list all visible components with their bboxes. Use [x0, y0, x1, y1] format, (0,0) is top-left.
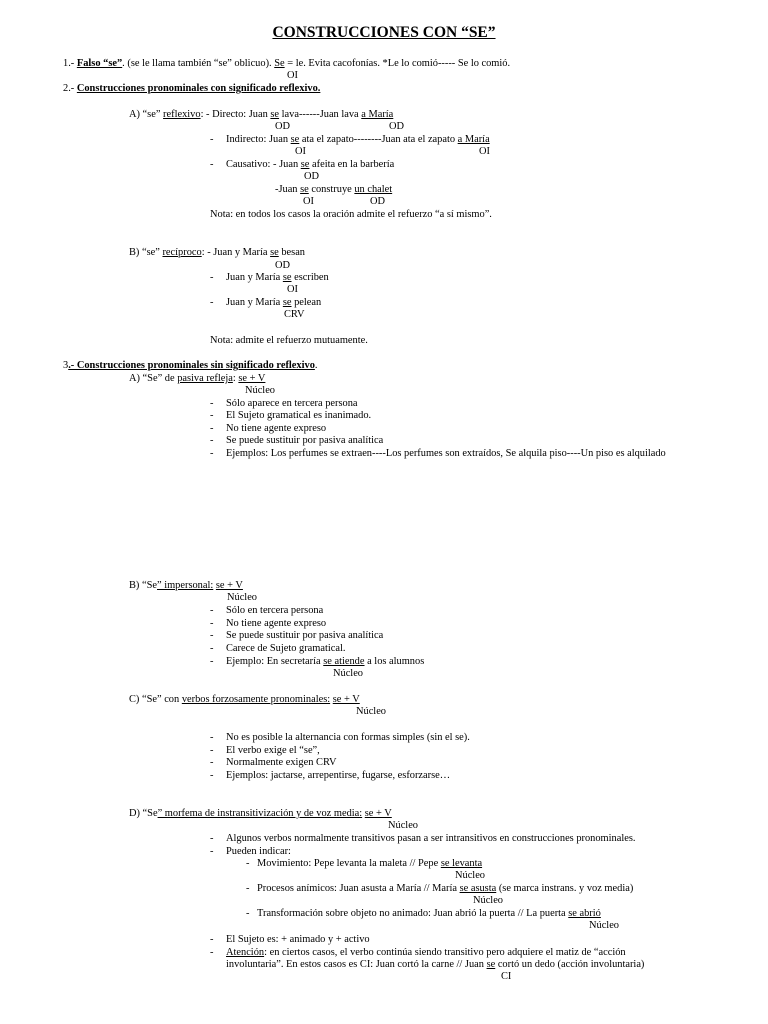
formula: se + V: [332, 694, 360, 705]
term-impersonal: ” impersonal:: [157, 580, 214, 591]
list-item: Se puede sustituir por pasiva analítica: [226, 630, 384, 642]
object-phrase: a María: [457, 134, 490, 145]
object-phrase: a María: [361, 109, 394, 120]
list-item: Ejemplos: Los perfumes se extraen----Los perfumes son extraídos, Se alquila piso----Un piso es alquilado: [226, 447, 666, 459]
se-word: se: [282, 272, 292, 283]
reciprocal-line: B) “se” recíproco: - Juan y María se besan: [129, 247, 306, 258]
function-label-ci: CI: [501, 971, 512, 982]
list-dash: -: [210, 159, 214, 170]
list-dash: -: [210, 757, 214, 769]
list-dash: -: [210, 297, 214, 308]
section-heading: Falso “se”: [76, 58, 123, 69]
verb-phrase: se levanta: [440, 858, 483, 869]
term-verbos-pronominales: verbos forzosamente pronominales:: [181, 694, 331, 705]
se-word: se: [290, 134, 300, 145]
atencion-line: Atención: en ciertos casos, el verbo continúa siendo transitivo pero adquiere el matiz de “acción: [226, 947, 626, 958]
list-item: No tiene agente expreso: [226, 617, 327, 629]
se-word: se: [300, 159, 310, 170]
document-title: CONSTRUCCIONES CON “SE”: [272, 24, 496, 41]
sub-dash: -: [246, 858, 250, 869]
nucleo-label: Núcleo: [227, 592, 258, 603]
function-label-crv: CRV: [284, 309, 305, 320]
list-dash: -: [210, 435, 214, 447]
impersonal-line: B) “Se” impersonal: se + V: [129, 580, 243, 591]
reflexive-line: A) “se” reflexivo: - Directo: Juan se lava------Juan lava a María: [129, 109, 394, 120]
list-dash: -: [210, 272, 214, 283]
function-label-oi: OI: [295, 146, 306, 157]
section-3-heading: 3.- Construcciones pronominales sin significado reflexivo.: [63, 360, 318, 371]
nucleo-label: Núcleo: [245, 385, 276, 396]
list-item: Algunos verbos normalmente transitivos pasan a ser intransitivos en construcciones pronominales.: [226, 833, 636, 844]
se-word: se: [300, 184, 309, 195]
term-pasiva-refleja: pasiva refleja: [177, 373, 233, 384]
note: Nota: en todos los casos la oración admite el refuerzo “a sí mismo”.: [210, 209, 492, 220]
atencion-line-2: involuntaria”. En estos casos es CI: Juan cortó la carne // Juan se cortó un dedo (acción involuntaria): [226, 959, 645, 970]
voz-media-line: D) “Se” morfema de instransitivización y de voz media: se + V: [129, 808, 392, 819]
forzosamente-pronominales-line: C) “Se” con verbos forzosamente pronominales: se + V: [129, 694, 360, 705]
formula: se + V: [364, 808, 392, 819]
list-item: Pueden indicar:: [226, 846, 291, 857]
se-word: se: [486, 959, 496, 970]
list-dash: -: [210, 732, 214, 743]
section-heading: .- Construcciones pronominales sin significado reflexivo: [68, 360, 315, 371]
list-dash: -: [210, 422, 214, 434]
text: . (se le llama también “se” oblicuo).: [122, 58, 275, 69]
transformacion-line: Transformación sobre objeto no animado: Juan abrió la puerta // La puerta se abrió: [257, 908, 601, 919]
procesos-line: Procesos anímicos: Juan asusta a María // María se asusta (se marca instrans. y voz media): [257, 883, 634, 894]
sub-dash: -: [246, 908, 250, 919]
formula: se + V: [238, 373, 266, 384]
list-dash: -: [210, 833, 214, 844]
formula: se + V: [215, 580, 243, 591]
list-dash: -: [210, 630, 214, 642]
se-word: se: [270, 109, 280, 120]
nucleo-label: Núcleo: [356, 706, 387, 717]
term-voz-media: ” morfema de instransitivización y de voz media:: [157, 808, 363, 819]
list-dash: -: [210, 642, 214, 654]
function-label-oi: OI: [287, 284, 298, 295]
list-dash: -: [210, 134, 214, 145]
function-label-oi: OI: [287, 70, 298, 81]
section-number: 2.-: [63, 83, 77, 94]
list-item: Carece de Sujeto gramatical.: [226, 642, 346, 654]
list-dash: -: [210, 846, 214, 857]
function-label-od: OD: [370, 196, 386, 207]
list-dash: -: [210, 744, 214, 756]
list-dash: -: [210, 605, 214, 616]
verb-phrase: se asusta: [459, 883, 497, 894]
section-1-line: [63, 58, 510, 70]
indirect-line: Indirecto: Juan se ata el zapato--------Juan ata el zapato a María: [226, 134, 490, 145]
se-word: se: [270, 247, 279, 258]
function-label-oi: OI: [303, 196, 314, 207]
causative-line-2: -Juan se construye un chalet: [275, 184, 393, 195]
nucleo-label: Núcleo: [473, 895, 504, 906]
function-label-od: OD: [275, 121, 291, 132]
list-dash: -: [210, 410, 214, 422]
function-label-od: OD: [304, 171, 320, 182]
list-item: El verbo exige el “se”,: [226, 744, 320, 756]
list-dash: -: [210, 398, 214, 409]
list-dash: -: [210, 656, 214, 667]
term-atencion: Atención: [226, 947, 265, 958]
example-line: Ejemplo: En secretaría se atiende a los alumnos: [226, 656, 425, 667]
nucleo-label: Núcleo: [455, 870, 486, 881]
example-line: Juan y María se pelean: [226, 297, 322, 308]
list-dash: -: [210, 447, 214, 459]
function-label-od: OD: [389, 121, 405, 132]
list-item: Sólo aparece en tercera persona: [226, 398, 358, 409]
pasiva-refleja-line: A) “Se” de pasiva refleja: se + V: [129, 373, 266, 384]
nucleo-label: Núcleo: [333, 668, 364, 679]
sub-dash: -: [246, 883, 250, 894]
function-label-oi: OI: [479, 146, 490, 157]
verb-phrase: se atiende: [323, 656, 365, 667]
se-word: Se: [274, 58, 285, 69]
section-number: 1.-: [63, 58, 77, 69]
list-item: Se puede sustituir por pasiva analítica: [226, 435, 384, 447]
note: Nota: admite el refuerzo mutuamente.: [210, 335, 368, 346]
movimiento-line: Movimiento: Pepe levanta la maleta // Pepe se levanta: [257, 858, 483, 869]
text: = le. Evita cacofonías. *Le lo comió----- Se lo comió.: [284, 58, 511, 69]
nucleo-label: Núcleo: [388, 820, 419, 831]
list-dash: -: [210, 617, 214, 629]
verb-phrase: se abrió: [568, 908, 601, 919]
list-item: Normalmente exigen CRV: [226, 757, 337, 769]
list-item: El Sujeto es: + animado y + activo: [226, 934, 370, 945]
list-item: No tiene agente expreso: [226, 422, 327, 434]
list-dash: -: [210, 934, 214, 945]
example-line: Juan y María se escriben: [226, 272, 329, 283]
list-dash: -: [210, 947, 214, 958]
section-number: 3: [63, 360, 69, 371]
list-item: El Sujeto gramatical es inanimado.: [226, 410, 372, 422]
list-item: Sólo en tercera persona: [226, 605, 324, 616]
section-heading: Construcciones pronominales con significado reflexivo.: [76, 83, 321, 94]
list-item: Ejemplos: jactarse, arrepentirse, fugarse, esforzarse…: [226, 769, 451, 781]
se-word: se: [282, 297, 292, 308]
list-item: No es posible la alternancia con formas simples (sin el se).: [226, 732, 470, 743]
term-reciproco: recíproco: [162, 247, 202, 258]
causative-line: Causativo: - Juan se afeita en la barbería: [226, 159, 395, 170]
section-2-heading: [63, 83, 320, 95]
term-reflexivo: reflexivo: [163, 109, 201, 120]
function-label-od: OD: [275, 260, 291, 271]
nucleo-label: Núcleo: [589, 920, 620, 931]
list-dash: -: [210, 769, 214, 781]
object-phrase: un chalet: [354, 184, 393, 195]
